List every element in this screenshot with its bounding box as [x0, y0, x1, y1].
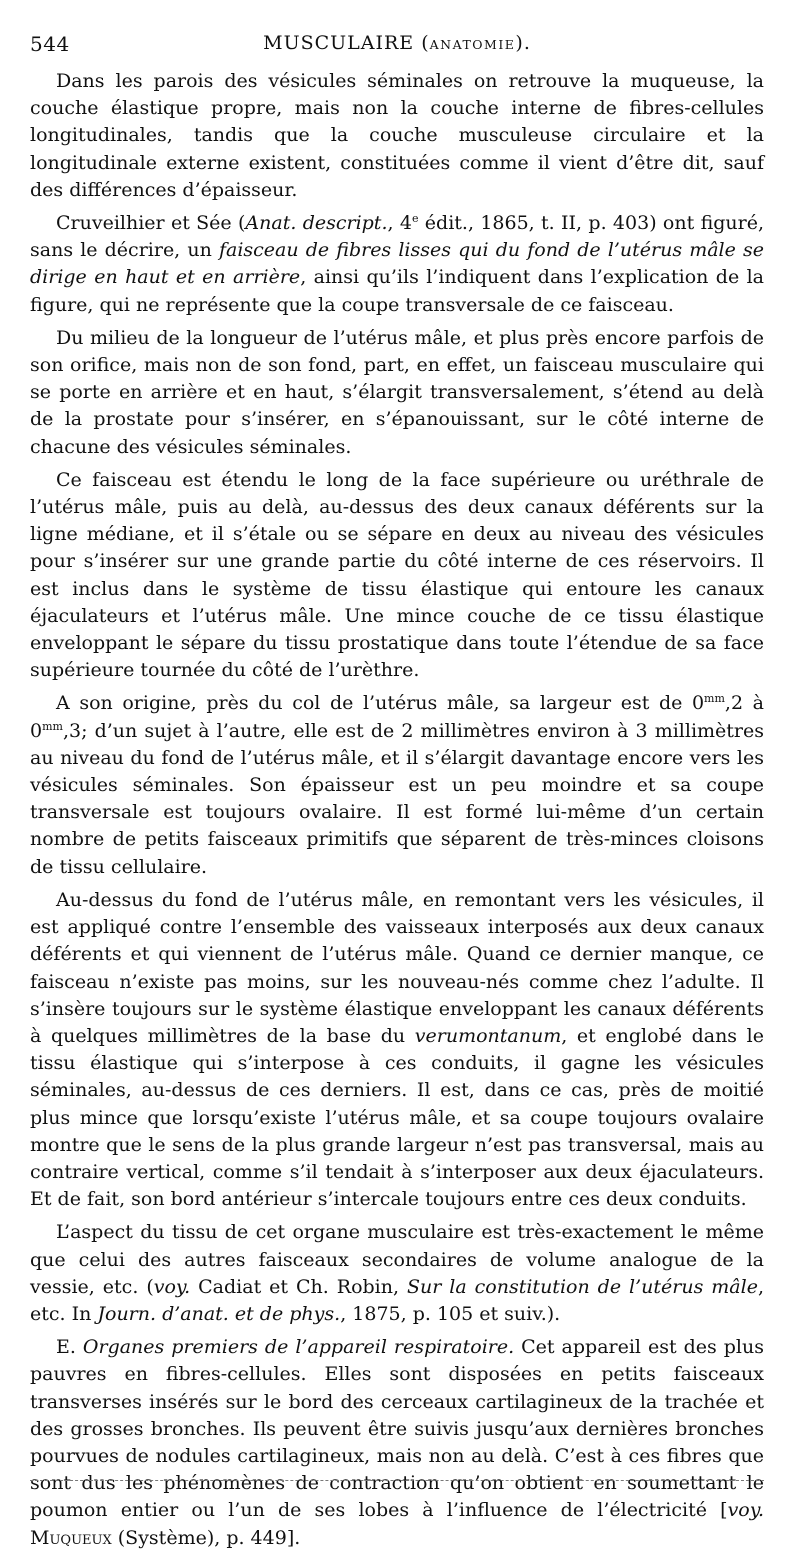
text-smallcaps: Muqueux — [30, 1526, 112, 1549]
text-segment: , etc. In — [30, 1275, 764, 1325]
text-segment: édit., 1865, t. II, p. 403) ont figuré, sans le décrire, un — [30, 212, 765, 262]
text-segment: , 4 — [387, 212, 412, 235]
text-segment: Dans les parois des vésicules séminales on retrouve la muqueuse, la couche élastique propre, mais non la couche interne de fibres-cellules longitudinales, tandis que la couche musculeuse circulaire et la longitudinale externe existent, constituées comme il vient d’être dit, sauf des différences d’épaisseur. — [30, 70, 764, 201]
text-segment: , 1875, p. 105 et suiv.). — [340, 1302, 561, 1325]
text-italic: faisceau de fibres lisses qui du fond de l’utérus mâle se dirige en haut et en arrière — [30, 239, 764, 289]
text-sup: mm — [704, 692, 725, 706]
text-segment: Cet appareil est des plus pauvres en fibres-cellules. Elles sont disposées en petits faisceaux transverses insérés sur le bord des cerceaux cartilagineux de la trachée et des grosses bronches. Ils peuvent être suivis jusqu’aux dernières bronches pourvues de nodules cartilagineux, mais non au delà. C’est à ces fibres que sont dus les phénomènes de contraction qu’on obtient en soumettant le poumon entier ou l’un de ses lobes à l’influence de l’électricité [ — [30, 1336, 764, 1522]
text-segment: Au-dessus du fond de l’utérus mâle, en remontant vers les vésicules, il est appliqué contre l’ensemble des vaisseaux interposés aux deux canaux déférents et qui viennent de l’utérus mâle. Quand ce dernier manque, ce faisceau n’existe pas moins, sur les nouveau-nés comme chez l’adulte. Il s’insère toujours sur le système élastique enveloppant les canaux déférents à quelques millimètres de la base du — [30, 888, 764, 1047]
text-segment: Du milieu de la longueur de l’utérus mâle, et plus près encore parfois de son orifice, mais non de son fond, part, en effet, un faisceau musculaire qui se porte en arrière et en haut, s’élargit transversalement, s’étend au delà de la prostate pour s’insérer, en s’épanouissant, sur le côté interne de chacune des vésicules séminales. — [30, 326, 764, 458]
text-italic: voy. — [727, 1499, 764, 1522]
running-title-paren-open: ( — [414, 32, 430, 54]
paragraph — [30, 1219, 764, 1328]
text-segment: , et englobé dans le tissu élastique qui s’interpose à ces conduits, il gagne les vésicules séminales, au-dessus de ces derniers. Il est, dans ce cas, près de moitié plus mince que lorsqu’existe l’utérus mâle, et sa coupe toujours ovalaire montre que le sens de la plus grande largeur n’est pas transversal, mais au contraire vertical, comme s’il tendait à s’interposer aux deux éjaculateurs. Et de fait, son bord antérieur s’intercale toujours entre ces deux conduits. — [30, 1024, 764, 1211]
text-segment: (Système), p. 449]. — [111, 1526, 301, 1549]
paragraph — [30, 1334, 764, 1552]
running-title — [30, 32, 764, 54]
text-segment: A son origine, près du col de l’utérus mâle, sa largeur est de 0 — [56, 692, 705, 715]
running-title-main: MUSCULAIRE — [263, 32, 415, 54]
footer-rule — [30, 1480, 764, 1481]
text-italic: Organes premiers de l’appareil respiratoire. — [82, 1336, 515, 1359]
text-segment: L’aspect du tissu de cet organe musculaire est très-exactement le même que celui des autres faisceaux secondaires de volume analogue de la vessie, etc. ( — [30, 1221, 764, 1298]
text-italic: verumontanum — [414, 1024, 562, 1047]
body-text — [30, 68, 764, 1552]
text-segment: Cruveilhier et Sée ( — [56, 212, 246, 235]
text-sup: e — [411, 212, 419, 226]
paragraph — [30, 210, 764, 319]
running-title-paren-close: ). — [515, 32, 531, 54]
text-italic: voy. — [153, 1275, 191, 1298]
text-italic: Anat. descript. — [245, 212, 388, 235]
paragraph — [30, 325, 764, 461]
text-segment: ,3; d’un sujet à l’autre, elle est de 2 millimètres environ à 3 millimètres au niveau du fond de l’utérus mâle, et il s’élargit davantage encore vers les vésicules séminales. Son épaisseur est un peu moindre et sa coupe transversale est toujours ovalaire. Il est formé lui-même d’un certain nombre de petits faisceaux primitifs que séparent de très-minces cloisons de tissu cellulaire. — [30, 719, 764, 878]
text-segment: ,2 à 0 — [30, 692, 764, 742]
paragraph — [30, 467, 764, 685]
text-italic: Journ. d’anat. et de phys. — [97, 1302, 341, 1325]
page-header — [30, 30, 764, 64]
paragraph — [30, 690, 764, 880]
paragraph — [30, 68, 764, 204]
text-segment: Cadiat et Ch. Robin, — [190, 1275, 407, 1298]
text-segment: Ce faisceau est étendu le long de la face supérieure ou uréthrale de l’utérus mâle, puis au delà, au-dessus des deux canaux déférents sur la ligne médiane, et il s’étale ou se sépare en deux au niveau des vésicules pour s’insérer sur une grande partie du côté interne de ces réservoirs. Il est inclus dans le système de tissu élastique qui entoure les canaux éjaculateurs et l’utérus mâle. Une mince couche de ce tissu élastique enveloppant le sépare du tissu prostatique dans toute l’étendue de sa face supérieure tournée du côté de l’urèthre. — [30, 468, 764, 682]
paragraph — [30, 887, 764, 1213]
text-sup: mm — [42, 719, 63, 733]
page-number: 544 — [30, 32, 70, 56]
text-italic: Sur la constitution de l’utérus mâle — [407, 1275, 758, 1298]
text-segment: E. — [56, 1336, 83, 1359]
running-title-subject: ANATOMIE — [429, 37, 516, 52]
text-segment: , ainsi qu’ils l’indiquent dans l’explication de la figure, qui ne représente que la coupe transversale de ce faisceau. — [30, 266, 764, 316]
